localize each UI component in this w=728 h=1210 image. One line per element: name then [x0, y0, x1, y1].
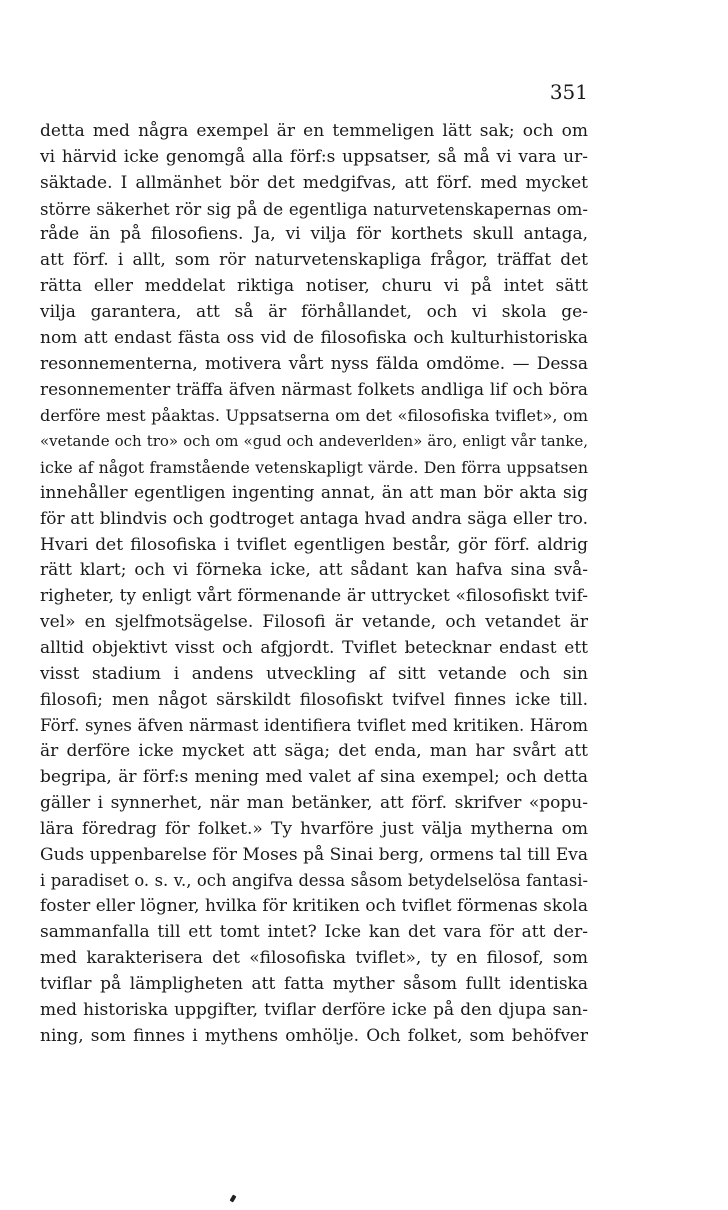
- text-line: för att blindvis och godtroget antaga hvad andra säga eller tro.: [40, 508, 588, 529]
- text-line: gäller i synnerhet, när man betänker, att förf. skrifver «popu-: [40, 792, 588, 813]
- text-line: visst stadium i andens utveckling af sitt vetande och sin: [40, 663, 588, 684]
- text-line: nom att endast fästa oss vid de filosofiska och kulturhistoriska: [40, 327, 588, 348]
- text-line: begripa, är förf:s mening med valet af sina exempel; och detta: [40, 767, 588, 788]
- text-line: resonnementer träffa äfven närmast folkets andliga lif och böra: [40, 379, 588, 400]
- text-line: med historiska uppgifter, tviflar derföre icke på den djupa san-: [40, 999, 588, 1020]
- text-line: vilja garantera, att så är förhållandet, och vi skola ge-: [40, 301, 588, 322]
- text-line: rätta eller meddelat riktiga notiser, churu vi på intet sätt: [40, 276, 588, 297]
- text-line: vi härvid icke genomgå alla förf:s uppsatser, så må vi vara ur-: [40, 146, 588, 167]
- text-line: sammanfalla till ett tomt intet? Icke kan det vara för att der-: [40, 922, 588, 943]
- text-line: råde än på filosofiens. Ja, vi vilja för korthets skull antaga,: [40, 224, 588, 245]
- text-line: är derföre icke mycket att säga; det enda, man har svårt att: [40, 741, 588, 762]
- text-line: tviflar på lämpligheten att fatta myther såsom fullt identiska: [40, 973, 588, 994]
- text-line: icke af något framstående vetenskapligt värde. Den förra uppsatsen: [40, 457, 588, 477]
- text-line: detta med några exempel är en temmeligen lätt sak; och om: [40, 121, 588, 141]
- page-number: 351: [549, 80, 588, 104]
- text-line: innehåller egentligen ingenting annat, än att man bör akta sig: [40, 482, 588, 503]
- text-line: «vetande och tro» och om «gud och andeverlden» äro, enligt vår tanke,: [40, 432, 588, 451]
- body-text: [40, 119, 588, 1049]
- text-line: ning, som finnes i mythens omhölje. Och folket, som behöfver: [40, 1025, 588, 1046]
- text-line: filosofi; men något särskildt filosofiskt tvifvel finnes icke till.: [40, 689, 588, 710]
- text-line: Guds uppenbarelse för Moses på Sinai berg, ormens tal till Eva: [40, 844, 588, 865]
- text-line: rätt klart; och vi förneka icke, att sådant kan hafva sina svå-: [40, 560, 588, 581]
- text-line: lära föredrag för folket.» Ty hvarföre just välja mytherna om: [40, 818, 588, 839]
- text-line: med karakterisera det «filosofiska tviflet», ty en filosof, som: [40, 948, 588, 968]
- text-line: större säkerhet rör sig på de egentliga naturvetenskapernas om-: [40, 199, 588, 219]
- text-line: derföre mest påaktas. Uppsatserna om det «filosofiska tviflet», om: [40, 406, 588, 426]
- text-line: resonnementerna, motivera vårt nyss fälda omdöme. — Dessa: [40, 353, 588, 374]
- text-line: foster eller lögner, hvilka för kritiken och tviflet förmenas skola: [40, 896, 588, 917]
- text-line: att förf. i allt, som rör naturvetenskapliga frågor, träffat det: [40, 250, 588, 271]
- text-line: Hvari det filosofiska i tviflet egentligen består, gör förf. aldrig: [40, 534, 588, 555]
- ink-speck: [230, 1194, 237, 1202]
- text-line: vel» en sjelfmotsägelse. Filosofi är vetande, och vetandet är: [40, 612, 588, 633]
- text-line: righeter, ty enligt vårt förmenande är uttrycket «filosofiskt tvif-: [40, 586, 588, 607]
- text-line: säktade. I allmänhet bör det medgifvas, att förf. med mycket: [40, 172, 588, 193]
- text-line: i paradiset o. s. v., och angifva dessa såsom betydelselösa fantasi-: [40, 871, 588, 891]
- text-line: alltid objektivt visst och afgjordt. Tviflet betecknar endast ett: [40, 637, 588, 658]
- text-line: Förf. synes äfven närmast identifiera tviflet med kritiken. Härom: [40, 716, 588, 736]
